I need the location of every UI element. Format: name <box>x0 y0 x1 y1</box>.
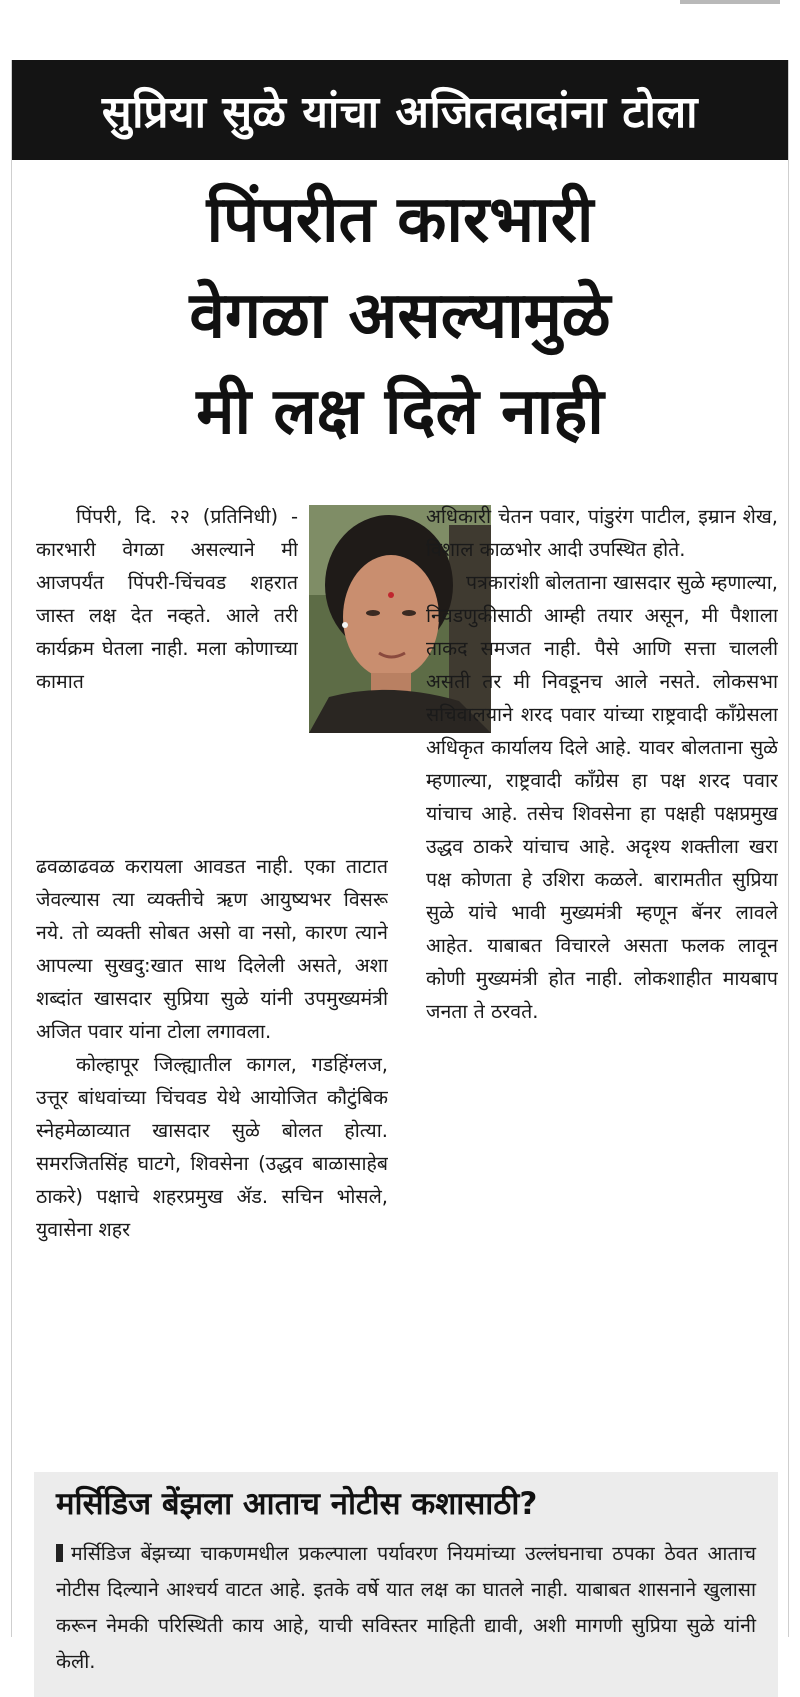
newspaper-clipping <box>11 60 789 1673</box>
article-paragraph-attendees: अधिकारी चेतन पवार, पांडुरंग पाटील, इम्रान शेख, विशाल काळभोर आदी उपस्थित होते. <box>426 505 778 561</box>
article-paragraph-continued: ढवळाढवळ करायला आवडत नाही. एका ताटात जेवल्यास त्या व्यक्तीचे ऋण आयुष्यभर विसरू नये. तो व्यक्ती सोबत असो वा नसो, कारण त्याने आपल्या सुखदु:खात साथ दिलेली असते, अशा शब्दांत खासदार सुप्रिया सुळे यांनी उपमुख्यमंत्री अजित पवार यांना टोला लगावला. <box>36 855 388 1043</box>
article-column-left-bottom <box>36 850 388 1462</box>
bullet-marker <box>56 1544 63 1562</box>
article-column-left-top <box>36 500 298 850</box>
sidebar-box <box>34 1472 778 1697</box>
article-paragraph-press: पत्रकारांशी बोलताना खासदार सुळे म्हणाल्या, निवडणुकीसाठी आम्ही तयार असून, मी पैशाला ताकद समजत नाही. पैसे आणि सत्ता चालली असती तर मी निवडूनच आले नसते. लोकसभा सचिवालयाने शरद पवार यांच्या राष्ट्रवादी काँग्रेसला अधिकृत कार्यालय दिले आहे. यावर बोलताना सुळे म्हणाल्या, राष्ट्रवादी काँग्रेस हा पक्ष शरद पवार यांचाच आहे. तसेच शिवसेना हा पक्षही पक्षप्रमुख उद्धव ठाकरे यांचाच आहे. अदृश्य शक्तीला खरा पक्ष कोणता हे उशिरा कळले. बारामतीत सुप्रिया सुळे यांचे भावी मुख्यमंत्री म्हणून बॅनर लावले आहेत. याबाबत विचारले असता फलक लावून कोणी मुख्यमंत्री होत नाही. लोकशाहीत मायबाप जनता ते ठरवते. <box>426 571 778 1023</box>
headline-line-3: मी लक्ष दिले नाही <box>196 375 604 449</box>
article-column-right <box>426 500 778 1462</box>
sidebar-box-title: मर्सिडिज बेंझला आताच नोटीस कशासाठी? <box>56 1486 538 1522</box>
headline-line-2: वेगळा असल्यामुळे <box>189 279 611 353</box>
article-paragraph-2: कोल्हापूर जिल्ह्यातील कागल, गडहिंग्लज, उत्तूर बांधवांच्या चिंचवड येथे आयोजित कौटुंबिक स्नेहमेळाव्यात खासदार सुळे बोलत होत्या. समरजितसिंह घाटगे, शिवसेना (उद्धव बाळासाहेब ठाकरे) पक्षाचे शहरप्रमुख ॲड. सचिन भोसले, युवासेना शहर <box>36 1053 388 1241</box>
kicker-banner: सुप्रिया सुळे यांचा अजितदादांना टोला <box>12 60 788 160</box>
article-paragraph-opening: पिंपरी, दि. २२ (प्रतिनिधी) - कारभारी वेगळा असल्याने मी आजपर्यंत पिंपरी-चिंचवड शहरात जास्त लक्ष देत नव्हते. आले तरी कार्यक्रम घेतला नाही. मला कोणाच्या कामात <box>36 505 298 693</box>
headline <box>12 172 788 460</box>
top-rule <box>680 0 780 4</box>
sidebar-box-text: मर्सिडिज बेंझच्या चाकणमधील प्रकल्पाला पर्यावरण नियमांच्या उल्लंघनाचा ठपका ठेवत आताच नोटीस दिल्याने आश्चर्य वाटत आहे. इतके वर्षे यात लक्ष का घातले नाही. याबाबत शासनाने खुलासा करून नेमकी परिस्थिती काय आहे, याची सविस्तर माहिती द्यावी, अशी मागणी सुप्रिया सुळे यांनी केली. <box>56 1542 756 1673</box>
sidebar-box-body <box>56 1536 756 1680</box>
headline-line-1: पिंपरीत कारभारी <box>206 183 594 257</box>
